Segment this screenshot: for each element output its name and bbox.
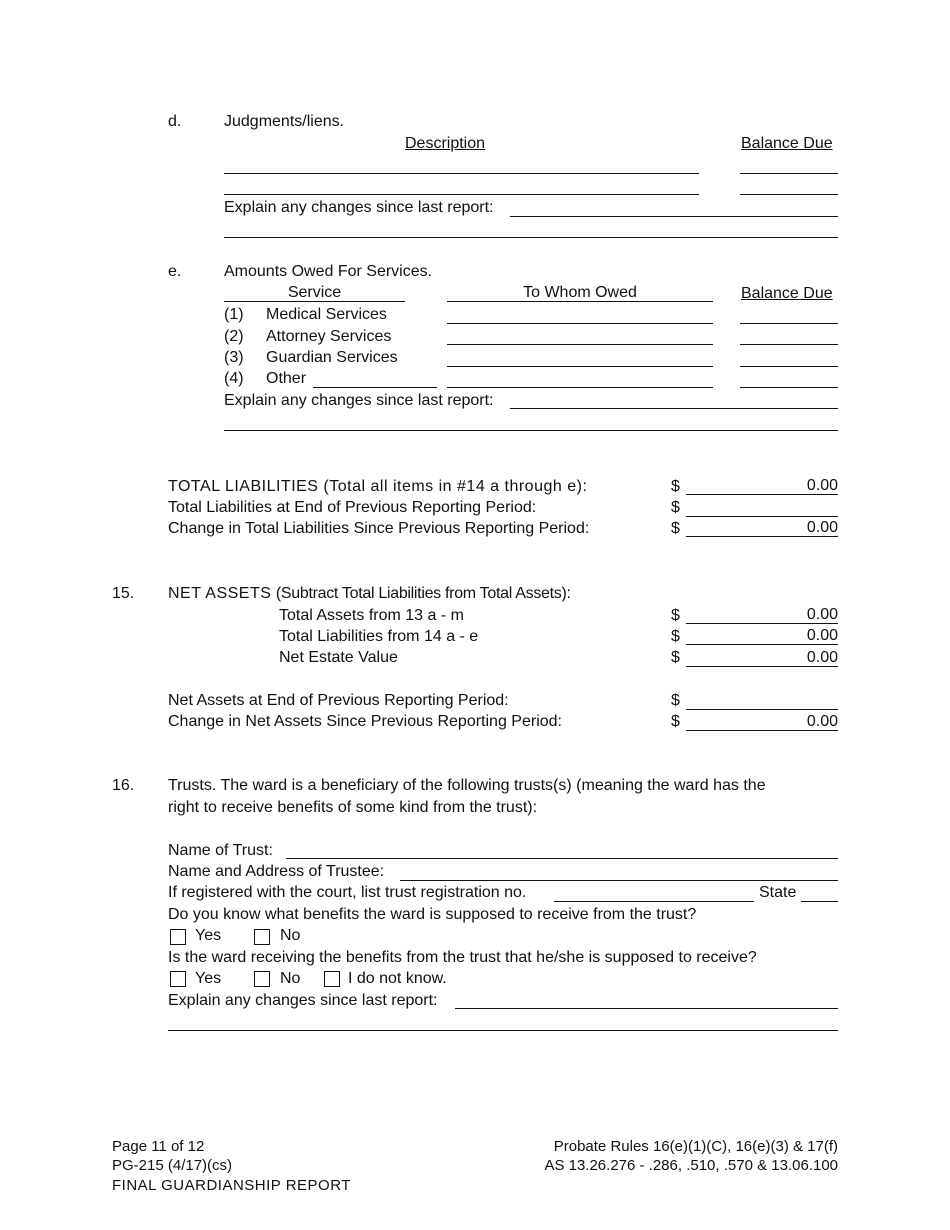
section-e-letter: e. — [168, 263, 182, 280]
other-whom-field[interactable] — [447, 387, 713, 388]
q2-yes-label: Yes — [195, 970, 222, 987]
q2-yes-checkbox[interactable] — [170, 971, 186, 987]
section-e-explain-field-2[interactable] — [224, 430, 838, 431]
guardian-whom-field[interactable] — [447, 366, 713, 367]
attorney-balance-field[interactable] — [740, 344, 838, 345]
section-16-number: 16. — [112, 777, 135, 794]
net-estate-value[interactable]: 0.00 — [686, 649, 838, 667]
medical-whom-field[interactable] — [447, 323, 713, 324]
probate-rules: Probate Rules 16(e)(1)(C), 16(e)(3) & 17(f) — [553, 1138, 838, 1155]
q2-unknown-label: I do not know. — [348, 970, 447, 987]
trust-name-field[interactable] — [286, 858, 838, 859]
service-item-number: (4) — [224, 370, 244, 387]
change-liabilities-value[interactable]: 0.00 — [686, 519, 838, 537]
net-assets-row-label: Total Liabilities from 14 a - e — [279, 628, 479, 645]
net-assets-row-label: Net Estate Value — [279, 649, 398, 666]
total-liabilities-14-value[interactable]: 0.00 — [686, 627, 838, 645]
judgment-balance-field-2[interactable] — [740, 194, 838, 195]
judgment-description-field-2[interactable] — [224, 194, 699, 195]
service-column-header: Service — [224, 285, 405, 302]
section-d-explain-field-2[interactable] — [224, 237, 838, 238]
medical-balance-field[interactable] — [740, 323, 838, 324]
trusts-intro-line-2: right to receive benefits of some kind from the trust): — [168, 799, 538, 816]
service-item-number: (2) — [224, 328, 244, 345]
dollar-sign: $ — [671, 649, 680, 666]
trusts-explain-label: Explain any changes since last report: — [168, 992, 438, 1009]
judgment-description-field-1[interactable] — [224, 173, 699, 174]
statute-reference: AS 13.26.276 - .286, .510, .570 & 13.06.100 — [544, 1157, 838, 1174]
q2-no-label: No — [280, 970, 301, 987]
q1-no-label: No — [280, 927, 301, 944]
section-e-explain-label: Explain any changes since last report: — [224, 392, 494, 409]
q2-no-checkbox[interactable] — [254, 971, 270, 987]
section-e-explain-field[interactable] — [510, 408, 838, 409]
balance-due-column-header: Balance Due — [741, 135, 833, 152]
dollar-sign: $ — [671, 713, 680, 730]
dollar-sign: $ — [671, 692, 680, 709]
trustee-label: Name and Address of Trustee: — [168, 863, 385, 880]
services-balance-column-header: Balance Due — [741, 285, 833, 302]
dollar-sign: $ — [671, 628, 680, 645]
other-balance-field[interactable] — [740, 387, 838, 388]
state-label: State — [759, 884, 797, 901]
change-net-assets-label: Change in Net Assets Since Previous Reporting Period: — [168, 713, 562, 730]
registration-label: If registered with the court, list trust registration no. — [168, 884, 527, 901]
trusts-explain-field-2[interactable] — [168, 1030, 838, 1031]
state-field[interactable] — [801, 901, 838, 902]
dollar-sign: $ — [671, 478, 680, 495]
section-d-explain-field[interactable] — [510, 216, 838, 217]
dollar-sign: $ — [671, 607, 680, 624]
service-item-label: Medical Services — [266, 306, 387, 323]
q1-yes-label: Yes — [195, 927, 222, 944]
dollar-sign: $ — [671, 520, 680, 537]
total-liabilities-value[interactable]: 0.00 — [686, 477, 838, 495]
change-liabilities-label: Change in Total Liabilities Since Previous Reporting Period: — [168, 520, 590, 537]
q2-unknown-checkbox[interactable] — [324, 971, 340, 987]
trustee-field[interactable] — [400, 880, 838, 881]
guardian-balance-field[interactable] — [740, 366, 838, 367]
registration-number-field[interactable] — [554, 901, 754, 902]
judgment-balance-field-1[interactable] — [740, 173, 838, 174]
previous-net-assets-value[interactable] — [686, 692, 838, 710]
dollar-sign: $ — [671, 499, 680, 516]
form-number: PG-215 (4/17)(cs) — [112, 1157, 233, 1174]
description-column-header: Description — [405, 135, 486, 152]
change-net-assets-value[interactable]: 0.00 — [686, 713, 838, 731]
question-receiving-benefits: Is the ward receiving the benefits from the trust that he/she is supposed to receive? — [168, 949, 757, 966]
section-e-title: Amounts Owed For Services. — [224, 263, 433, 280]
net-assets-row-label: Total Assets from 13 a - m — [279, 607, 464, 624]
total-liabilities-label: TOTAL LIABILITIES (Total all items in #14 a through e): — [168, 478, 588, 495]
net-assets-title: NET ASSETS — [168, 585, 272, 602]
service-item-label: Other — [266, 370, 307, 387]
previous-liabilities-value[interactable] — [686, 499, 838, 517]
section-15-number: 15. — [112, 585, 135, 602]
previous-liabilities-label: Total Liabilities at End of Previous Reporting Period: — [168, 499, 537, 516]
trusts-explain-field[interactable] — [455, 1008, 838, 1009]
service-item-number: (1) — [224, 306, 244, 323]
section-d-letter: d. — [168, 113, 182, 130]
previous-net-assets-label: Net Assets at End of Previous Reporting Period: — [168, 692, 509, 709]
page-number: Page 11 of 12 — [112, 1138, 205, 1155]
attorney-whom-field[interactable] — [447, 344, 713, 345]
total-assets-value[interactable]: 0.00 — [686, 606, 838, 624]
net-assets-subtitle: (Subtract Total Liabilities from Total Assets): — [275, 585, 571, 602]
other-service-field[interactable] — [313, 387, 437, 388]
question-benefits-known: Do you know what benefits the ward is supposed to receive from the trust? — [168, 906, 697, 923]
service-item-number: (3) — [224, 349, 244, 366]
q1-no-checkbox[interactable] — [254, 929, 270, 945]
service-item-label: Attorney Services — [266, 328, 392, 345]
q1-yes-checkbox[interactable] — [170, 929, 186, 945]
to-whom-owed-column-header: To Whom Owed — [447, 285, 713, 302]
section-d-explain-label: Explain any changes since last report: — [224, 199, 494, 216]
service-item-label: Guardian Services — [266, 349, 398, 366]
trust-name-label: Name of Trust: — [168, 842, 273, 859]
trusts-intro-line-1: Trusts. The ward is a beneficiary of the following trusts(s) (meaning the ward has the — [168, 777, 766, 794]
section-d-title: Judgments/liens. — [224, 113, 345, 130]
form-title: FINAL GUARDIANSHIP REPORT — [112, 1177, 351, 1194]
